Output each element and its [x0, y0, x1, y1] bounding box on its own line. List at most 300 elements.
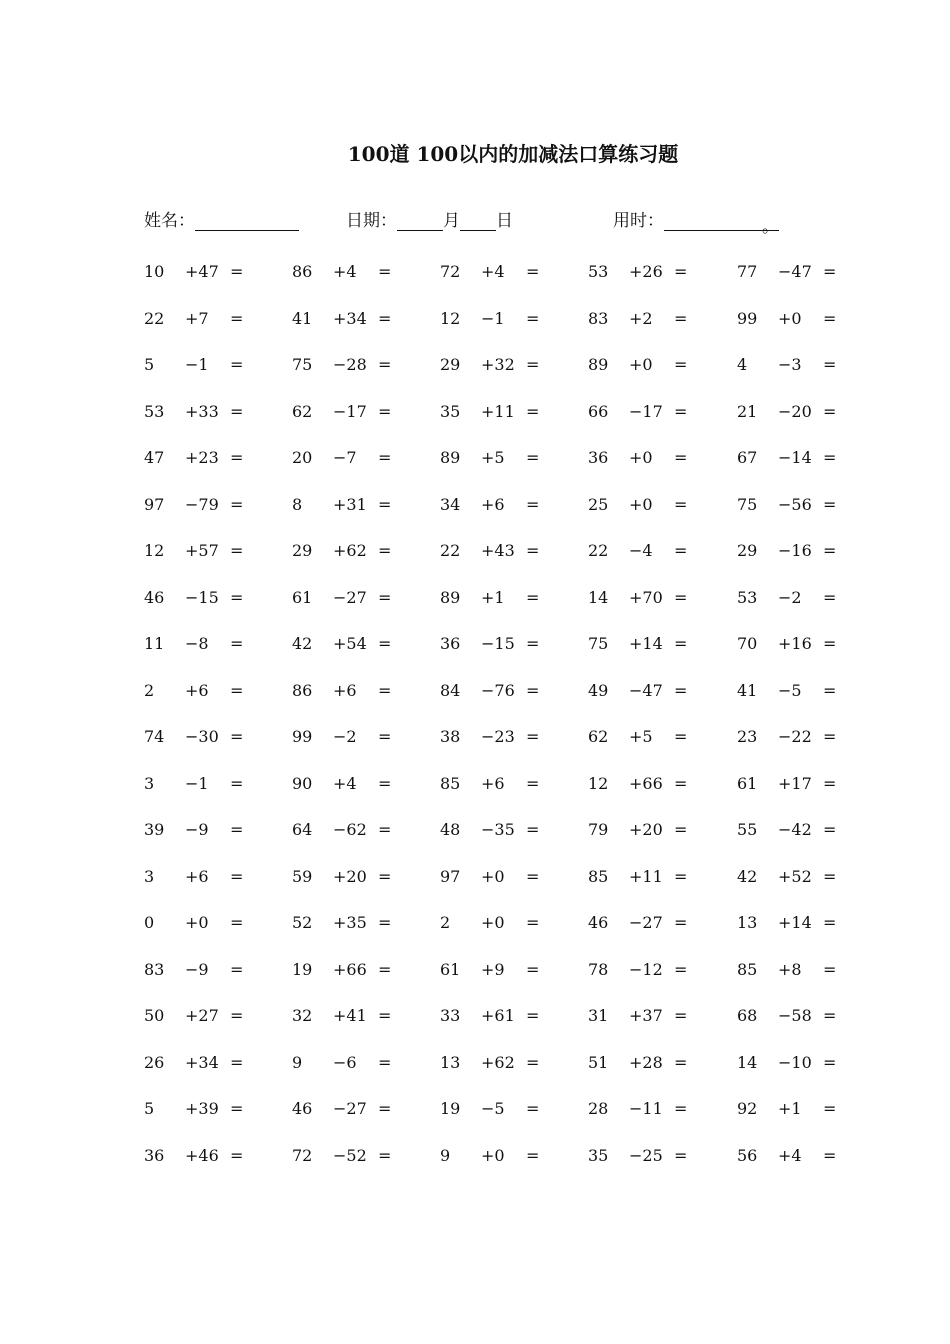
equals-sign: =	[378, 959, 392, 979]
problem-operand: 61	[292, 587, 313, 607]
equals-sign: =	[674, 959, 688, 979]
day-label: 日	[496, 211, 513, 231]
equals-sign: =	[674, 262, 688, 281]
equals-sign: =	[823, 959, 837, 979]
problem-row	[0, 1004, 950, 1051]
equals-sign: =	[823, 308, 837, 328]
problem-operand: 84	[440, 680, 461, 700]
equals-sign: =	[526, 1099, 540, 1118]
equals-sign: =	[823, 727, 837, 746]
equals-sign: =	[526, 1145, 540, 1165]
problem-operator-term: +8	[778, 959, 802, 979]
problem-operand: 89	[440, 448, 461, 467]
problem-row	[0, 679, 950, 726]
problem-operator-term: −9	[185, 820, 209, 839]
problem-operand: 83	[588, 308, 609, 328]
problem-operand: 46	[588, 913, 609, 932]
problem-operator-term: −27	[333, 587, 367, 607]
equals-sign: =	[230, 1052, 244, 1072]
problem-operator-term: −23	[481, 727, 515, 746]
problem-operand: 51	[588, 1052, 609, 1072]
equals-sign: =	[230, 866, 244, 886]
problem-operator-term: −8	[185, 634, 209, 653]
equals-sign: =	[823, 541, 837, 560]
equals-sign: =	[230, 634, 244, 653]
problem-operator-term: −1	[481, 308, 505, 328]
equals-sign: =	[526, 448, 540, 467]
problem-operand: 14	[588, 587, 609, 607]
problem-operand: 99	[292, 727, 313, 746]
problem-operator-term: −52	[333, 1145, 367, 1165]
problem-operator-term: +0	[481, 1145, 505, 1165]
name-blank[interactable]	[195, 212, 299, 231]
equals-sign: =	[526, 634, 540, 653]
problem-operand: 39	[144, 820, 165, 839]
problem-operator-term: −30	[185, 727, 219, 746]
problem-operator-term: +5	[481, 448, 505, 467]
problem-operand: 72	[292, 1145, 313, 1165]
problem-row	[0, 865, 950, 912]
problem-operator-term: +0	[778, 308, 802, 328]
equals-sign: =	[674, 401, 688, 421]
problem-operand: 72	[440, 262, 461, 281]
problem-operand: 47	[144, 448, 165, 467]
name-field	[144, 206, 299, 231]
equals-sign: =	[674, 866, 688, 886]
problem-operand: 36	[144, 1145, 165, 1165]
equals-sign: =	[674, 913, 688, 932]
problem-operand: 13	[737, 913, 758, 932]
problem-operator-term: +62	[481, 1052, 515, 1072]
problem-operator-term: +6	[185, 866, 209, 886]
equals-sign: =	[378, 913, 392, 932]
equals-sign: =	[378, 1052, 392, 1072]
problem-operator-term: +32	[481, 355, 515, 374]
problem-operand: 89	[440, 587, 461, 607]
problem-operand: 28	[588, 1099, 609, 1118]
equals-sign: =	[230, 820, 244, 839]
problem-operand: 62	[588, 727, 609, 746]
problem-row	[0, 586, 950, 633]
problem-row	[0, 260, 950, 307]
equals-sign: =	[378, 1006, 392, 1025]
equals-sign: =	[823, 634, 837, 653]
problem-operator-term: −5	[778, 680, 802, 700]
problem-operator-term: +0	[185, 913, 209, 932]
problem-operand: 99	[737, 308, 758, 328]
problem-operand: 29	[292, 541, 313, 560]
problem-operator-term: +20	[629, 820, 663, 839]
equals-sign: =	[230, 587, 244, 607]
problem-operator-term: +39	[185, 1099, 219, 1118]
problem-operand: 33	[440, 1006, 461, 1025]
problem-operator-term: −10	[778, 1052, 812, 1072]
day-blank[interactable]	[460, 212, 496, 231]
problem-operand: 61	[440, 959, 461, 979]
equals-sign: =	[526, 401, 540, 421]
equals-sign: =	[230, 913, 244, 932]
problem-operator-term: −56	[778, 494, 812, 514]
equals-sign: =	[823, 1145, 837, 1165]
problem-operand: 46	[144, 587, 165, 607]
problem-operand: 14	[737, 1052, 758, 1072]
problem-operand: 26	[144, 1052, 165, 1072]
equals-sign: =	[823, 494, 837, 514]
problem-operand: 89	[588, 355, 609, 374]
problem-operator-term: +9	[481, 959, 505, 979]
time-field	[613, 206, 779, 237]
problem-operator-term: +1	[778, 1099, 802, 1118]
problem-operator-term: +52	[778, 866, 812, 886]
equals-sign: =	[230, 959, 244, 979]
problem-operator-term: +14	[778, 913, 812, 932]
equals-sign: =	[378, 448, 392, 467]
problem-operator-term: −5	[481, 1099, 505, 1118]
problem-operand: 21	[737, 401, 758, 421]
equals-sign: =	[674, 587, 688, 607]
problem-operand: 85	[588, 866, 609, 886]
equals-sign: =	[823, 355, 837, 374]
equals-sign: =	[378, 262, 392, 281]
equals-sign: =	[526, 494, 540, 514]
problem-operand: 97	[144, 494, 165, 514]
problem-operand: 85	[737, 959, 758, 979]
problem-operand: 3	[144, 866, 155, 886]
equals-sign: =	[378, 634, 392, 653]
problem-operator-term: +66	[333, 959, 367, 979]
problem-operator-term: −6	[333, 1052, 357, 1072]
month-label: 月	[443, 211, 460, 231]
problem-operand: 38	[440, 727, 461, 746]
problem-operand: 19	[440, 1099, 461, 1118]
problem-operand: 11	[144, 634, 165, 653]
equals-sign: =	[823, 1006, 837, 1025]
problem-operand: 75	[737, 494, 758, 514]
page-title: 100道 100以内的加减法口算练习题	[347, 142, 679, 166]
problem-operator-term: +20	[333, 866, 367, 886]
problem-operator-term: +35	[333, 913, 367, 932]
problem-operator-term: −27	[629, 913, 663, 932]
problem-operator-term: +31	[333, 494, 367, 514]
problem-operand: 86	[292, 680, 313, 700]
problem-operand: 62	[292, 401, 313, 421]
problem-row	[0, 818, 950, 865]
problem-operand: 2	[440, 913, 451, 932]
equals-sign: =	[823, 448, 837, 467]
problem-operator-term: +4	[333, 773, 357, 793]
problem-operand: 5	[144, 1099, 155, 1118]
equals-sign: =	[823, 262, 837, 281]
equals-sign: =	[378, 587, 392, 607]
problem-operator-term: −7	[333, 448, 357, 467]
equals-sign: =	[378, 494, 392, 514]
problem-operator-term: +27	[185, 1006, 219, 1025]
problem-operator-term: +6	[481, 494, 505, 514]
equals-sign: =	[378, 355, 392, 374]
equals-sign: =	[674, 308, 688, 328]
problem-operand: 85	[440, 773, 461, 793]
problem-operand: 74	[144, 727, 165, 746]
problem-operator-term: −1	[185, 773, 209, 793]
equals-sign: =	[526, 587, 540, 607]
problem-operator-term: −9	[185, 959, 209, 979]
problem-operator-term: −17	[333, 401, 367, 421]
problem-operand: 67	[737, 448, 758, 467]
problem-row	[0, 446, 950, 493]
problem-operand: 77	[737, 262, 758, 281]
equals-sign: =	[823, 401, 837, 421]
equals-sign: =	[378, 1145, 392, 1165]
equals-sign: =	[823, 587, 837, 607]
equals-sign: =	[674, 355, 688, 374]
equals-sign: =	[378, 820, 392, 839]
equals-sign: =	[526, 1052, 540, 1072]
problem-operator-term: −76	[481, 680, 515, 700]
problem-operator-term: +6	[481, 773, 505, 793]
problem-operand: 97	[440, 866, 461, 886]
problem-operand: 66	[588, 401, 609, 421]
problem-operand: 55	[737, 820, 758, 839]
problem-operator-term: −2	[333, 727, 357, 746]
equals-sign: =	[674, 773, 688, 793]
problem-operand: 70	[737, 634, 758, 653]
problem-operand: 83	[144, 959, 165, 979]
equals-sign: =	[823, 773, 837, 793]
problem-row	[0, 353, 950, 400]
problem-operand: 41	[292, 308, 313, 328]
problem-operand: 56	[737, 1145, 758, 1165]
problem-operator-term: +0	[629, 448, 653, 467]
problem-operator-term: +37	[629, 1006, 663, 1025]
problem-operator-term: +17	[778, 773, 812, 793]
problem-grid	[0, 260, 950, 1190]
problem-operator-term: +0	[481, 866, 505, 886]
problem-operator-term: −15	[481, 634, 515, 653]
equals-sign: =	[526, 727, 540, 746]
problem-operator-term: +57	[185, 541, 219, 560]
problem-operator-term: +4	[778, 1145, 802, 1165]
problem-row	[0, 1097, 950, 1144]
problem-operator-term: −79	[185, 494, 219, 514]
equals-sign: =	[526, 773, 540, 793]
problem-operator-term: −3	[778, 355, 802, 374]
problem-operand: 0	[144, 913, 155, 932]
problem-operand: 49	[588, 680, 609, 700]
problem-operand: 12	[440, 308, 461, 328]
problem-operator-term: +5	[629, 727, 653, 746]
problem-row	[0, 725, 950, 772]
problem-operator-term: +6	[185, 680, 209, 700]
equals-sign: =	[823, 913, 837, 932]
problem-operator-term: −15	[185, 587, 219, 607]
equals-sign: =	[230, 262, 244, 281]
problem-row	[0, 1144, 950, 1191]
equals-sign: =	[230, 541, 244, 560]
problem-operator-term: +2	[629, 308, 653, 328]
problem-operand: 22	[144, 308, 165, 328]
problem-operator-term: +4	[333, 262, 357, 281]
problem-operator-term: −22	[778, 727, 812, 746]
problem-row	[0, 1051, 950, 1098]
problem-operator-term: +54	[333, 634, 367, 653]
equals-sign: =	[526, 820, 540, 839]
problem-operator-term: +14	[629, 634, 663, 653]
equals-sign: =	[378, 773, 392, 793]
problem-operator-term: +41	[333, 1006, 367, 1025]
problem-operator-term: +61	[481, 1006, 515, 1025]
equals-sign: =	[526, 541, 540, 560]
equals-sign: =	[526, 262, 540, 281]
problem-operand: 92	[737, 1099, 758, 1118]
equals-sign: =	[674, 1006, 688, 1025]
problem-operand: 9	[292, 1052, 303, 1072]
problem-operator-term: −58	[778, 1006, 812, 1025]
problem-operator-term: +4	[481, 262, 505, 281]
problem-operand: 29	[440, 355, 461, 374]
problem-operator-term: +33	[185, 401, 219, 421]
equals-sign: =	[823, 680, 837, 700]
equals-sign: =	[526, 355, 540, 374]
problem-operator-term: +47	[185, 262, 219, 281]
problem-operator-term: +46	[185, 1145, 219, 1165]
problem-operand: 23	[737, 727, 758, 746]
problem-operand: 2	[144, 680, 155, 700]
problem-operand: 32	[292, 1006, 313, 1025]
problem-operator-term: −17	[629, 401, 663, 421]
equals-sign: =	[526, 913, 540, 932]
problem-operand: 8	[292, 494, 303, 514]
equals-sign: =	[674, 1099, 688, 1118]
equals-sign: =	[230, 355, 244, 374]
problem-operand: 25	[588, 494, 609, 514]
problem-operand: 34	[440, 494, 461, 514]
equals-sign: =	[823, 1052, 837, 1072]
equals-sign: =	[230, 494, 244, 514]
equals-sign: =	[526, 308, 540, 328]
problem-operator-term: −11	[629, 1099, 663, 1118]
problem-operator-term: +43	[481, 541, 515, 560]
equals-sign: =	[674, 494, 688, 514]
problem-operand: 59	[292, 866, 313, 886]
problem-operand: 42	[737, 866, 758, 886]
problem-operand: 13	[440, 1052, 461, 1072]
problem-operand: 10	[144, 262, 165, 281]
problem-operator-term: −62	[333, 820, 367, 839]
problem-operator-term: −25	[629, 1145, 663, 1165]
problem-operand: 53	[144, 401, 165, 421]
equals-sign: =	[230, 1006, 244, 1025]
equals-sign: =	[674, 820, 688, 839]
equals-sign: =	[674, 1052, 688, 1072]
problem-operand: 78	[588, 959, 609, 979]
time-label: 用时：	[613, 211, 664, 231]
time-blank[interactable]	[664, 212, 779, 237]
problem-operand: 46	[292, 1099, 313, 1118]
equals-sign: =	[823, 820, 837, 839]
problem-operand: 35	[588, 1145, 609, 1165]
problem-operator-term: −20	[778, 401, 812, 421]
problem-operator-term: +0	[481, 913, 505, 932]
problem-operand: 75	[292, 355, 313, 374]
problem-operand: 79	[588, 820, 609, 839]
problem-operator-term: −2	[778, 587, 802, 607]
month-blank[interactable]	[397, 212, 443, 231]
problem-operator-term: +16	[778, 634, 812, 653]
problem-operator-term: +11	[481, 401, 515, 421]
equals-sign: =	[378, 401, 392, 421]
equals-sign: =	[674, 541, 688, 560]
problem-row	[0, 911, 950, 958]
equals-sign: =	[526, 866, 540, 886]
problem-row	[0, 400, 950, 447]
problem-operator-term: +66	[629, 773, 663, 793]
problem-operand: 86	[292, 262, 313, 281]
equals-sign: =	[378, 308, 392, 328]
equals-sign: =	[378, 680, 392, 700]
problem-operand: 3	[144, 773, 155, 793]
problem-operand: 35	[440, 401, 461, 421]
problem-row	[0, 493, 950, 540]
problem-operator-term: −42	[778, 820, 812, 839]
problem-operator-term: −16	[778, 541, 812, 560]
equals-sign: =	[230, 1099, 244, 1118]
equals-sign: =	[230, 773, 244, 793]
date-field	[346, 206, 513, 231]
equals-sign: =	[526, 1006, 540, 1025]
problem-row	[0, 539, 950, 586]
equals-sign: =	[378, 866, 392, 886]
equals-sign: =	[674, 680, 688, 700]
problem-row	[0, 632, 950, 679]
equals-sign: =	[230, 680, 244, 700]
problem-operand: 5	[144, 355, 155, 374]
problem-operator-term: −47	[629, 680, 663, 700]
equals-sign: =	[378, 541, 392, 560]
problem-operator-term: +34	[185, 1052, 219, 1072]
problem-operand: 90	[292, 773, 313, 793]
equals-sign: =	[378, 1099, 392, 1118]
equals-sign: =	[378, 727, 392, 746]
problem-operand: 22	[440, 541, 461, 560]
problem-operand: 4	[737, 355, 748, 374]
problem-operand: 68	[737, 1006, 758, 1025]
problem-operand: 9	[440, 1145, 451, 1165]
problem-operator-term: −12	[629, 959, 663, 979]
problem-operand: 36	[588, 448, 609, 467]
equals-sign: =	[674, 634, 688, 653]
equals-sign: =	[526, 680, 540, 700]
problem-operand: 48	[440, 820, 461, 839]
problem-operator-term: +62	[333, 541, 367, 560]
problem-operator-term: +7	[185, 308, 209, 328]
problem-operand: 19	[292, 959, 313, 979]
problem-row	[0, 772, 950, 819]
problem-operator-term: +0	[629, 355, 653, 374]
equals-sign: =	[674, 727, 688, 746]
equals-sign: =	[230, 1145, 244, 1165]
problem-row	[0, 958, 950, 1005]
problem-operator-term: +70	[629, 587, 663, 607]
equals-sign: =	[823, 866, 837, 886]
problem-operator-term: −4	[629, 541, 653, 560]
problem-operand: 64	[292, 820, 313, 839]
equals-sign: =	[230, 727, 244, 746]
problem-operand: 41	[737, 680, 758, 700]
problem-row	[0, 307, 950, 354]
problem-operand: 31	[588, 1006, 609, 1025]
problem-operator-term: −14	[778, 448, 812, 467]
equals-sign: =	[230, 308, 244, 328]
